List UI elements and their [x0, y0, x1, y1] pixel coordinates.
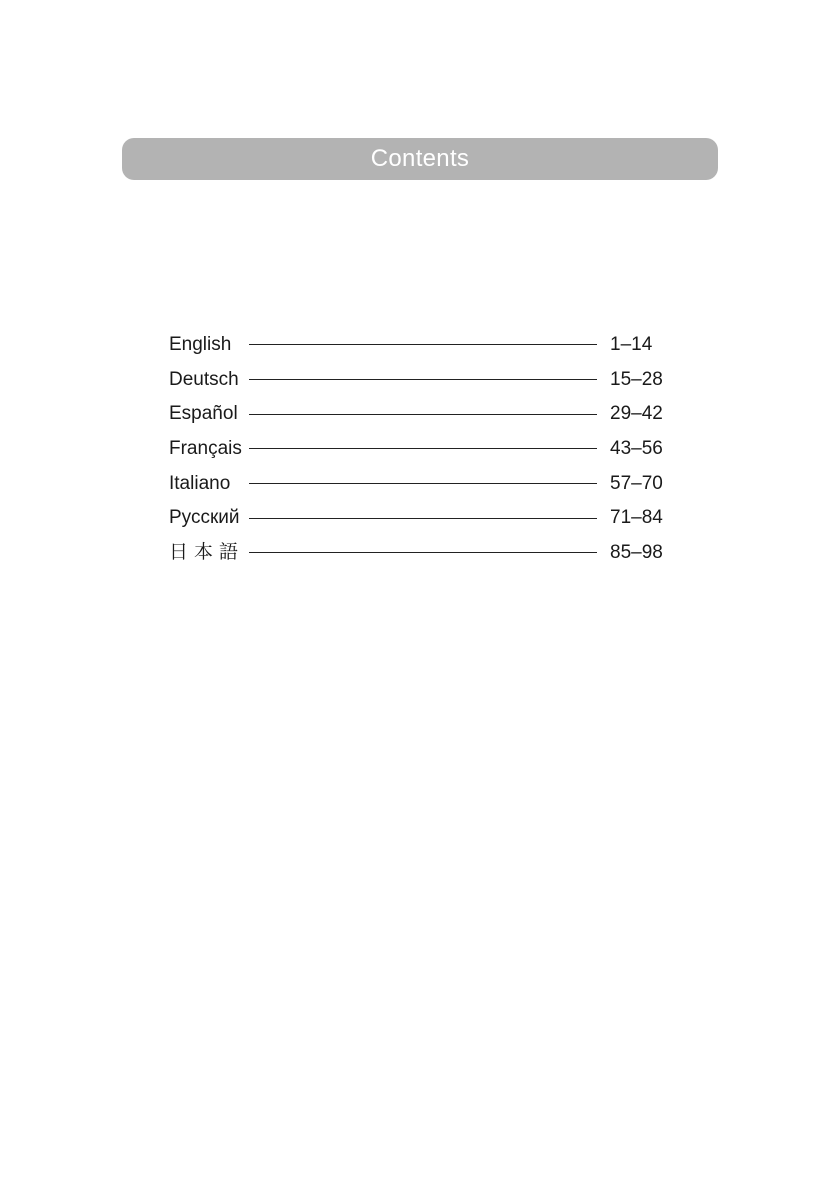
toc-entry-pages: 43–56: [610, 437, 663, 459]
toc-entry-espanol[interactable]: [169, 396, 671, 431]
toc-leader-line: [249, 483, 597, 484]
toc-entry-russian[interactable]: [169, 500, 671, 535]
toc-entry-label: Deutsch: [169, 368, 239, 390]
toc-entry-label: Français: [169, 437, 242, 459]
toc-leader-line: [249, 552, 597, 553]
toc-leader-line: [249, 448, 597, 449]
toc-entry-label: English: [169, 333, 232, 355]
toc-leader-line: [249, 414, 597, 415]
toc-entry-label: 日本語: [169, 541, 245, 563]
toc-entry-pages: 71–84: [610, 507, 663, 529]
toc-leader-line: [249, 344, 597, 345]
toc-entry-label: Español: [169, 403, 238, 425]
toc-entry-japanese[interactable]: [169, 535, 671, 570]
contents-header-bar: [122, 138, 718, 180]
toc-entry-pages: 15–28: [610, 368, 663, 390]
toc-entry-pages: 57–70: [610, 472, 663, 494]
table-of-contents: [169, 327, 671, 570]
toc-entry-pages: 29–42: [610, 403, 663, 425]
toc-entry-deutsch[interactable]: [169, 362, 671, 397]
toc-entry-pages: 85–98: [610, 541, 663, 563]
toc-entry-pages: 1–14: [610, 333, 653, 355]
toc-entry-francais[interactable]: [169, 431, 671, 466]
toc-entry-italiano[interactable]: [169, 466, 671, 501]
toc-entry-english[interactable]: [169, 327, 671, 362]
toc-entry-label: Русский: [169, 507, 240, 529]
toc-leader-line: [249, 518, 597, 519]
page-title: Contents: [370, 145, 470, 172]
toc-leader-line: [249, 379, 597, 380]
toc-entry-label: Italiano: [169, 472, 231, 494]
